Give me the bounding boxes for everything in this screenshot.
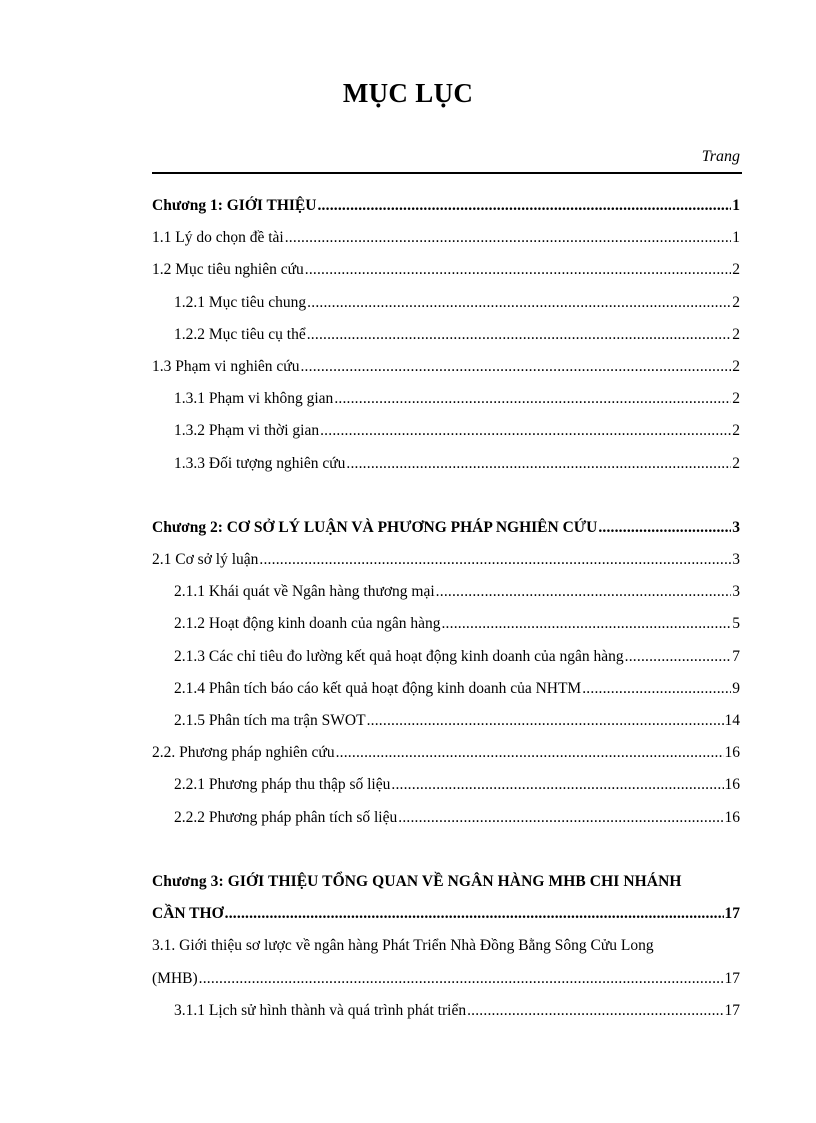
- toc-page-number: 16: [724, 808, 740, 826]
- dot-leader: [307, 287, 731, 319]
- toc-entry-label: 2.1 Cơ sở lý luận: [152, 551, 259, 569]
- toc-page-number: 16: [724, 744, 740, 762]
- dot-leader: [441, 608, 731, 640]
- toc-subsection-1-3-3[interactable]: [152, 448, 740, 480]
- toc-entry-label: 1.3 Phạm vi nghiên cứu: [152, 357, 300, 375]
- toc-subsection-2-2-2[interactable]: [152, 802, 740, 834]
- toc-section-2-1[interactable]: [152, 544, 740, 576]
- toc-entry-label-continued: CẦN THƠ: [152, 905, 224, 923]
- toc-page-number: 2: [732, 357, 740, 375]
- toc-page-number: 3: [732, 583, 740, 601]
- dot-leader: [199, 963, 724, 995]
- toc-entry-label: 2.2.2 Phương pháp phân tích số liệu: [174, 808, 398, 826]
- toc-page-number: 16: [724, 776, 740, 794]
- toc-entry-label: 1.2 Mục tiêu nghiên cứu: [152, 261, 304, 279]
- toc-entry-label: 1.3.2 Phạm vi thời gian: [174, 422, 320, 440]
- toc-page-number: 1: [732, 197, 740, 214]
- toc-section-3-1-line-2[interactable]: [152, 963, 740, 995]
- toc-subsection-1-2-1[interactable]: [152, 287, 740, 319]
- dot-leader: [305, 254, 732, 286]
- toc-section-1-3[interactable]: [152, 351, 740, 383]
- toc-page-number: 2: [732, 390, 740, 408]
- dot-leader: [467, 995, 723, 1027]
- toc-entry-label: 2.2. Phương pháp nghiên cứu: [152, 744, 335, 762]
- toc-page-number: 17: [724, 905, 740, 923]
- toc-entry-label-continued: (MHB): [152, 969, 198, 987]
- toc-page-number: 14: [724, 712, 740, 729]
- toc-entry-label: 2.2.1 Phương pháp thu thập số liệu: [174, 776, 391, 794]
- toc-page-number: 5: [732, 615, 740, 633]
- toc-subsection-3-1-1[interactable]: [152, 995, 740, 1027]
- toc-page-number: 2: [732, 454, 740, 472]
- toc-entry-label: 2.1.3 Các chỉ tiêu đo lường kết quả hoạt động kinh doanh của ngân hàng: [174, 647, 624, 665]
- toc-subsection-2-1-1[interactable]: [152, 576, 740, 608]
- dot-leader: [367, 705, 724, 737]
- toc-entry-label: Chương 2: CƠ SỞ LÝ LUẬN VÀ PHƯƠNG PHÁP NGHIÊN CỨU: [152, 518, 598, 536]
- header-divider: [152, 172, 742, 174]
- dot-leader: [320, 415, 731, 447]
- toc-page-number: 7: [732, 647, 740, 665]
- toc-subsection-2-1-4[interactable]: [152, 673, 740, 705]
- toc-entry-label: 2.1.1 Khái quát về Ngân hàng thương mại: [174, 583, 435, 601]
- toc-subsection-2-1-2[interactable]: [152, 608, 740, 640]
- toc-page-number: 2: [732, 422, 740, 440]
- toc-chapter-3-line-1[interactable]: [152, 866, 740, 898]
- toc-entry-label: Chương 1: GIỚI THIỆU: [152, 197, 317, 214]
- toc-page-number: 17: [724, 1001, 740, 1019]
- toc-entry-label: 2.1.2 Hoạt động kinh doanh của ngân hàng: [174, 615, 441, 633]
- table-of-contents: [152, 190, 740, 1027]
- toc-subsection-1-2-2[interactable]: [152, 319, 740, 351]
- toc-subsection-2-1-5[interactable]: [152, 705, 740, 737]
- toc-section-2-2[interactable]: [152, 737, 740, 769]
- dot-leader: [317, 190, 731, 222]
- dot-leader: [259, 544, 731, 576]
- toc-page-number: 2: [732, 325, 740, 343]
- dot-leader: [336, 737, 724, 769]
- toc-entry-label: 3.1. Giới thiệu sơ lược về ngân hàng Phát Triển Nhà Đồng Bằng Sông Cửu Long: [152, 937, 654, 955]
- toc-entry-label: Chương 3: GIỚI THIỆU TỔNG QUAN VỀ NGÂN HÀNG MHB CHI NHÁNH: [152, 872, 682, 890]
- toc-subsection-2-2-1[interactable]: [152, 769, 740, 801]
- toc-entry-label: 1.3.1 Phạm vi không gian: [174, 390, 334, 408]
- dot-leader: [285, 222, 732, 254]
- toc-page-number: 3: [732, 551, 740, 569]
- dot-leader: [346, 448, 731, 480]
- toc-entry-label: 2.1.5 Phân tích ma trận SWOT: [174, 712, 366, 729]
- toc-entry-label: 1.2.2 Mục tiêu cụ thể: [174, 325, 306, 343]
- dot-leader: [300, 351, 731, 383]
- page-title: MỤC LỤC: [342, 78, 474, 108]
- toc-page-number: 1: [732, 229, 740, 247]
- toc-entry-label: 2.1.4 Phân tích báo cáo kết quả hoạt động kinh doanh của NHTM: [174, 679, 582, 697]
- dot-leader: [225, 898, 724, 930]
- toc-entry-label: 1.1 Lý do chọn đề tài: [152, 229, 284, 247]
- toc-entry-label: 1.3.3 Đối tượng nghiên cứu: [174, 454, 346, 472]
- dot-leader: [398, 802, 723, 834]
- dot-leader: [582, 673, 731, 705]
- toc-subsection-1-3-2[interactable]: [152, 415, 740, 447]
- toc-section-1-1[interactable]: [152, 222, 740, 254]
- toc-subsection-2-1-3[interactable]: [152, 641, 740, 673]
- toc-page-number: 17: [724, 969, 740, 987]
- toc-subsection-1-3-1[interactable]: [152, 383, 740, 415]
- toc-chapter-2[interactable]: [152, 512, 740, 544]
- toc-page-number: 2: [732, 293, 740, 311]
- dot-leader: [598, 512, 731, 544]
- dot-leader: [436, 576, 732, 608]
- dot-leader: [625, 641, 732, 673]
- toc-entry-label: 1.2.1 Mục tiêu chung: [174, 293, 307, 311]
- toc-section-1-2[interactable]: [152, 254, 740, 286]
- page-column-header: Trang: [701, 148, 740, 165]
- toc-section-3-1-line-1[interactable]: [152, 930, 740, 962]
- toc-chapter-1[interactable]: [152, 190, 740, 222]
- toc-chapter-3-line-2[interactable]: [152, 898, 740, 930]
- dot-leader: [391, 769, 723, 801]
- toc-page-number: 9: [732, 679, 740, 697]
- toc-page-number: 2: [732, 261, 740, 279]
- dot-leader: [307, 319, 732, 351]
- toc-page-number: 3: [732, 518, 740, 536]
- dot-leader: [334, 383, 731, 415]
- toc-entry-label: 3.1.1 Lịch sử hình thành và quá trình phát triển: [174, 1001, 467, 1019]
